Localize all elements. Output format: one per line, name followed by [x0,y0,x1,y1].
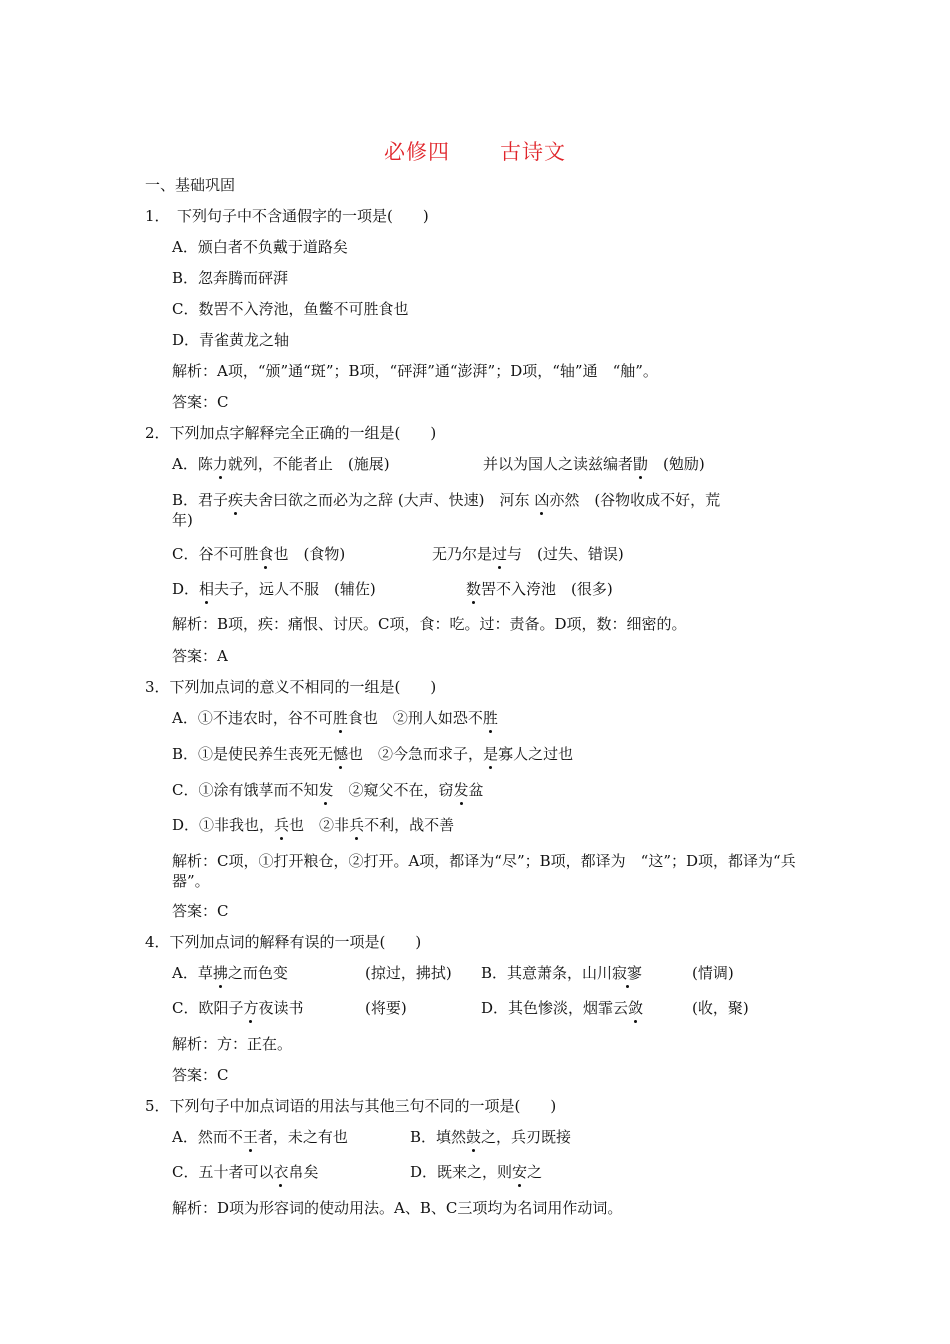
emphasis-char: 寂寥 [612,964,643,982]
q4-option-d: D．其色惨淡，烟霏云敛 [481,999,644,1017]
q1-answer: 答案：C [172,393,229,411]
q2-option-c: C．谷不可胜食也 (食物) [172,545,346,563]
q4-option-a-note: (掠过，拂拭) [365,964,452,982]
emphasis-char: 数 [466,580,482,598]
emphasis-char: 敛 [628,999,644,1017]
emphasis-char: 疾 [228,491,244,509]
q4-option-c-note: (将要) [365,999,407,1017]
emphasis-char: 胜 [482,709,498,727]
q2-option-b: B．君子疾夫舍曰欲之而必为之辞 (大声、快速) 河东 凶亦然 (谷物收成不好，荒 [172,491,721,509]
q3-analysis: 解析：C项，①打开粮仓，②打开。A项，都译为“尽”；B项，都译为 “这”；D项，都译为“兵器”。 [172,852,796,890]
section-heading: 一、基础巩固 [145,176,236,194]
q4-analysis: 解析：方：正在。 [172,1035,293,1053]
q2-option-a-second: 并以为国人之读兹编者勖 (勉励) [483,455,705,473]
emphasis-char: 鼓 [466,1128,482,1146]
emphasis-char: 胜 [332,709,348,727]
title-left: 必修四 [384,140,450,164]
emphasis-char: 力 [212,455,228,473]
q4-option-a: A．草拂之而色变 [172,964,288,982]
q1-option-b: B．忽奔腾而砰湃 [172,269,289,287]
emphasis-char: 凶 [534,491,550,509]
q2-option-c-second: 无乃尔是过与 (过失、错误) [432,545,624,563]
emphasis-char: 相 [199,580,215,598]
emphasis-char: 安 [512,1163,528,1181]
q2-option-b-rest: 亦然 (谷物收成不好，荒 [549,491,721,509]
q3-option-c: C．①涂有饿莩而不知发 ②窥父不在，窃发盆 [172,781,484,799]
emphasis-char: 勖 [633,455,649,473]
q3-option-b: B．①是使民养生丧死无憾也 ②今急而求子，是寡人之过也 [172,745,574,763]
emphasis-char: 兵 [349,816,365,834]
emphasis-char: 是 [483,745,499,763]
q1-stem: 1． 下列句子中不含通假字的一项是( ) [145,207,429,225]
q5-stem: 5．下列句子中加点词语的用法与其他三句不同的一项是( ) [145,1097,557,1115]
q4-stem: 4．下列加点词的解释有误的一项是( ) [145,933,422,951]
q4-answer: 答案：C [172,1066,229,1084]
emphasis-char: 兵 [274,816,290,834]
emphasis-char: 憾 [333,745,349,763]
q5-analysis: 解析：D项为形容词的使动用法。A、B、C三项均为名词用作动词。 [172,1199,623,1217]
q2-answer: 答案：A [172,647,228,665]
emphasis-char: 发 [453,781,469,799]
emphasis-char: 食 [258,545,274,563]
q2-analysis: 解析：B项，疾：痛恨、讨厌。C项，食：吃。过：责备。D项，数：细密的。 [172,615,687,633]
q4-option-b: B．其意萧条，山川寂寥 [481,964,643,982]
q5-option-b: B．填然鼓之，兵刃既接 [410,1128,572,1146]
emphasis-char: 王 [242,1128,258,1146]
emphasis-char: 方 [243,999,259,1017]
q2-option-d-second: 数罟不入洿池 (很多) [466,580,613,598]
q1-option-a: A．颁白者不负戴于道路矣 [172,238,348,256]
q3-answer: 答案：C [172,902,229,920]
q2-option-b-cont: 年) [172,511,193,529]
q4-option-c: C．欧阳子方夜读书 [172,999,304,1017]
q5-option-c: C．五十者可以衣帛矣 [172,1163,319,1181]
q1-option-d: D．青雀黄龙之轴 [172,331,290,349]
q1-analysis: 解析：A项，“颁”通“斑”；B项，“砰湃”通“澎湃”；D项，“轴”通 “舳”。 [172,362,658,380]
q3-option-d: D．①非我也，兵也 ②非兵不利，战不善 [172,816,455,834]
q5-option-d: D．既来之，则安之 [410,1163,543,1181]
q5-option-a: A．然而不王者，未之有也 [172,1128,348,1146]
q4-option-d-note: (收，聚) [692,999,749,1017]
emphasis-char: 拂 [212,964,228,982]
q3-option-a: A．①不违农时，谷不可胜食也 ②刑人如恐不胜 [172,709,498,727]
emphasis-char: 发 [318,781,334,799]
title-right: 古诗文 [500,140,566,164]
page-title [0,136,950,166]
q2-option-a: A．陈力就列，不能者止 (施展) [172,455,390,473]
q2-stem: 2．下列加点字解释完全正确的一组是( ) [145,424,437,442]
q4-option-b-note: (情调) [692,964,734,982]
emphasis-char: 过 [492,545,508,563]
q1-option-c: C．数罟不入洿池，鱼鳖不可胜食也 [172,300,409,318]
emphasis-char: 衣 [273,1163,289,1181]
q3-stem: 3．下列加点词的意义不相同的一组是( ) [145,678,437,696]
q2-option-d: D．相夫子，远人不服 (辅佐) [172,580,376,598]
